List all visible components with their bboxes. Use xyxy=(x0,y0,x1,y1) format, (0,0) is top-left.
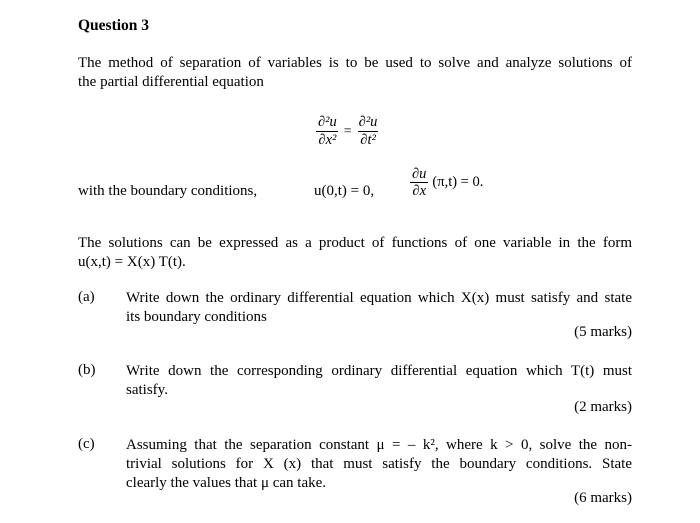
bc2-fraction xyxy=(410,166,428,199)
bc2-tail: (π,t) = 0. xyxy=(432,174,484,190)
part-c-text xyxy=(126,436,632,493)
part-a-line-1: Write down the ordinary differential equation which X(x) must satisfy and state xyxy=(126,290,632,306)
part-b-line-2: satisfy. xyxy=(126,382,168,398)
solution-line-1: The solutions can be expressed as a product of functions of one variable in the form xyxy=(78,235,632,251)
part-b-text xyxy=(126,362,632,400)
bc2-denominator: ∂x xyxy=(412,183,427,199)
part-b-line-1: Write down the corresponding ordinary differential equation which T(t) must xyxy=(126,363,632,379)
part-c-marks: (6 marks) xyxy=(574,490,632,506)
solution-paragraph xyxy=(78,234,632,272)
pde-equals-sign: = xyxy=(343,123,352,139)
part-c-label: (c) xyxy=(78,436,95,452)
part-a-marks: (5 marks) xyxy=(574,324,632,340)
intro-paragraph xyxy=(78,54,632,92)
pde-rhs-fraction xyxy=(357,114,380,149)
pde-equation xyxy=(314,114,381,149)
part-b-marks: (2 marks) xyxy=(574,399,632,415)
intro-line-1: The method of separation of variables is to be used to solve and analyze solutions of xyxy=(78,55,632,71)
pde-lhs-denominator: ∂x² xyxy=(318,132,337,148)
boundary-condition-2 xyxy=(408,166,483,199)
question-heading: Question 3 xyxy=(78,17,150,34)
bc2-numerator: ∂u xyxy=(412,166,427,182)
part-a-line-2: its boundary conditions xyxy=(126,309,267,325)
part-c-line-2: trivial solutions for X (x) that must satisfy the boundary conditions. State xyxy=(126,456,632,472)
solution-line-2: u(x,t) = X(x) T(t). xyxy=(78,254,186,270)
part-b-label: (b) xyxy=(78,362,96,378)
intro-line-2: the partial differential equation xyxy=(78,74,264,90)
boundary-condition-1: u(0,t) = 0, xyxy=(314,183,375,199)
boundary-conditions-label: with the boundary conditions, xyxy=(78,183,258,199)
pde-rhs-numerator: ∂²u xyxy=(358,114,378,130)
part-a-label: (a) xyxy=(78,289,95,305)
pde-rhs-denominator: ∂t² xyxy=(360,132,376,148)
pde-lhs-numerator: ∂²u xyxy=(318,114,337,130)
part-a-text xyxy=(126,289,632,327)
part-c-line-3: clearly the values that μ can take. xyxy=(126,475,327,491)
part-c-line-1: Assuming that the separation constant μ = – k², where k > 0, solve the non- xyxy=(126,437,632,453)
pde-lhs-fraction xyxy=(316,114,339,149)
